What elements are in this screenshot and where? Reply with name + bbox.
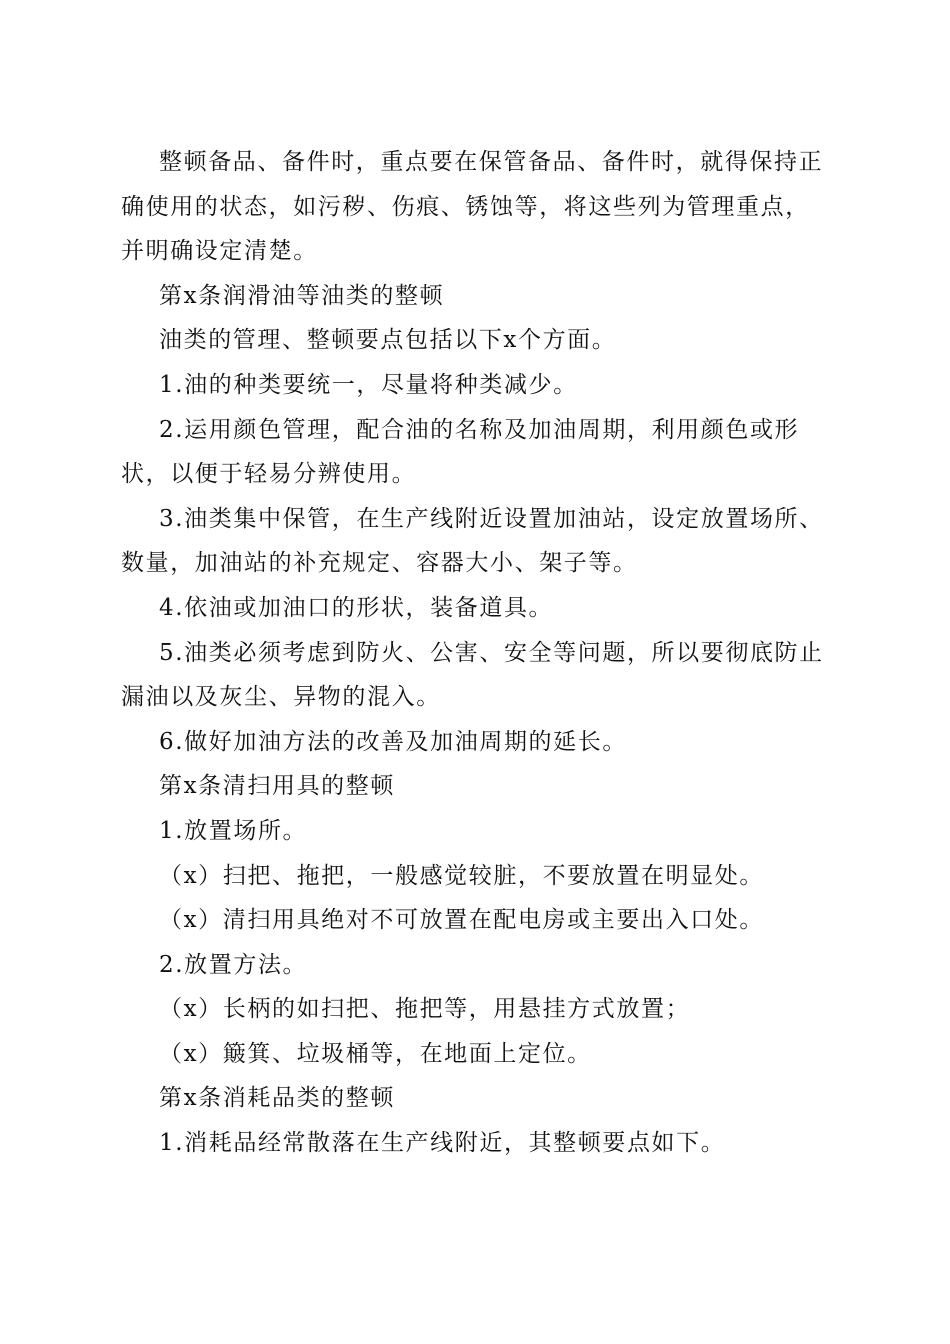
list-item-placement: 1.放置场所。 [159,817,308,844]
heading-cleaning-tools: 第x条清扫用具的整顿 [159,773,395,800]
paragraph-oil-intro: 油类的管理、整顿要点包括以下x个方面。 [159,327,617,354]
paragraph-spare-parts: 整顿备品、备件时，重点要在保管备品、备件时，就得保持正确使用的状态，如污秽、伤痕、锈蚀等，将这些列为管理重点，并明确设定清楚。 [121,149,824,265]
list-item-oil-3: 3.油类集中保管，在生产线附近设置加油站，设定放置场所、数量，加油站的补充规定、容器大小、架子等。 [121,505,824,577]
sub-item-placement-1: （x）扫把、拖把，一般感觉较脏，不要放置在明显处。 [159,862,764,889]
list-item-oil-2: 2.运用颜色管理，配合油的名称及加油周期，利用颜色或形状，以便于轻易分辨使用。 [121,416,800,488]
list-item-oil-6: 6.做好加油方法的改善及加油周期的延长。 [159,728,627,755]
sub-item-method-1: （x）长柄的如扫把、拖把等，用悬挂方式放置； [159,996,691,1023]
heading-lubricant-oil: 第x条润滑油等油类的整顿 [159,282,445,309]
list-item-oil-4: 4.依油或加油口的形状，装备道具。 [159,594,554,621]
list-item-method: 2.放置方法。 [159,951,308,978]
list-item-oil-1: 1.油的种类要统一，尽量将种类减少。 [159,371,578,398]
list-item-consumables-1: 1.消耗品经常散落在生产线附近，其整顿要点如下。 [159,1130,726,1157]
heading-consumables: 第x条消耗品类的整顿 [159,1085,395,1112]
sub-item-method-2: （x）簸箕、垃圾桶等，在地面上定位。 [159,1040,592,1067]
list-item-oil-5: 5.油类必须考虑到防火、公害、安全等问题，所以要彻底防止漏油以及灰尘、异物的混入。 [121,639,824,711]
document-body [121,140,833,1166]
sub-item-placement-2: （x）清扫用具绝对不可放置在配电房或主要出入口处。 [159,907,764,934]
